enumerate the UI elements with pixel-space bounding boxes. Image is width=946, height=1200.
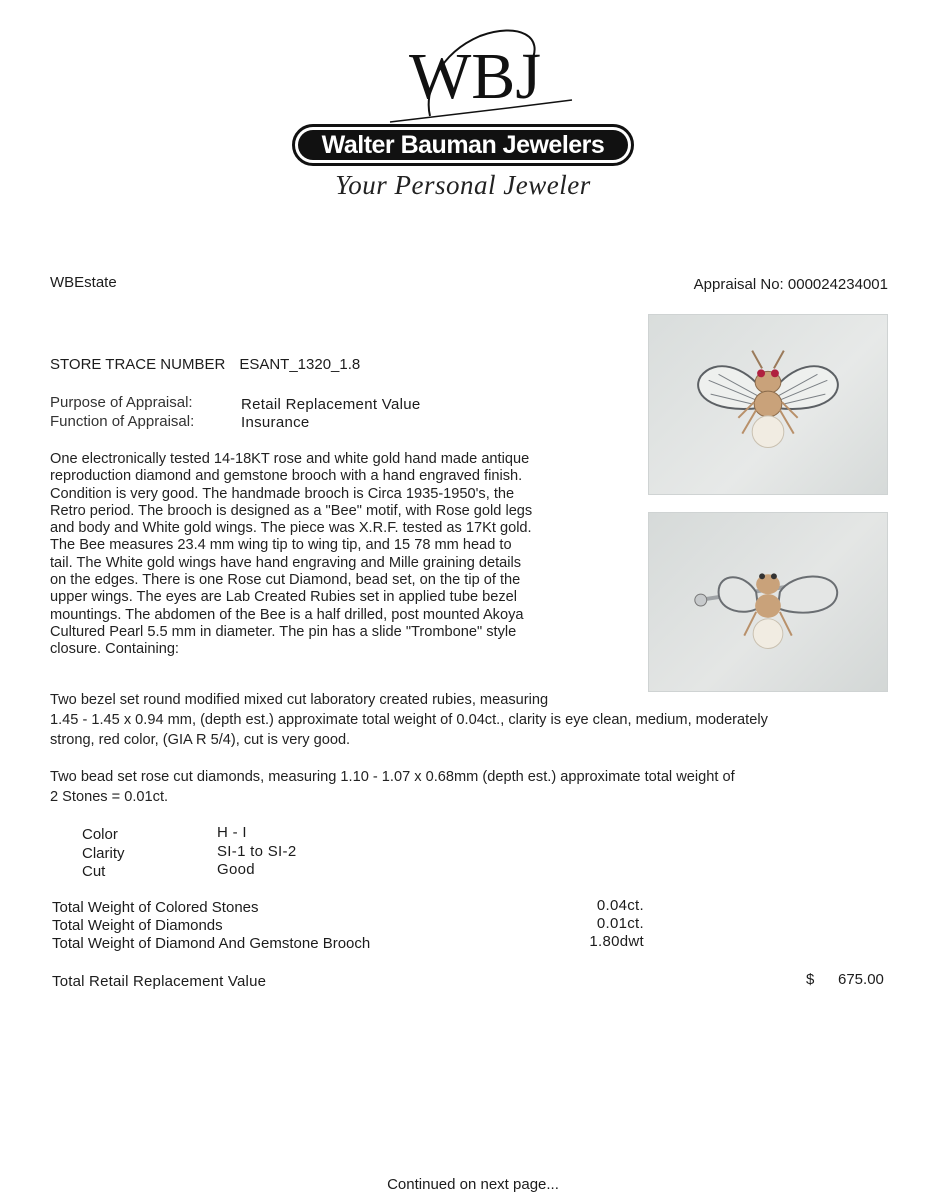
brooch-photo-back [648,512,888,692]
logo-name: Walter Bauman Jewelers [298,130,628,160]
total-retail-currency: $ [806,971,815,988]
continued-note: Continued on next page... [387,1176,559,1193]
grade-clarity-value: SI-1 to SI-2 [217,843,297,860]
logo-wordmark [292,124,634,166]
store-trace-label: STORE TRACE NUMBER [50,356,226,373]
rubies-paragraph [50,690,850,750]
logo-monogram [360,20,590,132]
rubies-line: strong, red color, (GIA R 5/4), cut is very good. [50,732,351,748]
purpose-value: Retail Replacement Value [241,396,421,413]
appraisal-number: Appraisal No: 000024234001 [693,276,888,293]
weight-diamonds-label: Total Weight of Diamonds [52,917,223,934]
description-line: One electronically tested 14-18KT rose and white gold hand made antique [50,451,530,467]
item-description [50,451,598,659]
total-retail-label: Total Retail Replacement Value [52,973,267,990]
weight-brooch-label: Total Weight of Diamond And Gemstone Brooch [52,935,371,952]
grade-cut-label: Cut [82,863,106,880]
description-line: Retro period. The brooch is designed as a "Bee" motif, with Rose gold legs [50,502,533,519]
total-retail-amount: 675.00 [838,971,884,988]
logo-monogram-text: WBJ [409,40,541,113]
bee-brooch-back-illustration [695,573,837,648]
weight-colored-stones-label: Total Weight of Colored Stones [52,899,259,916]
grade-color-value: H - I [217,824,247,841]
weight-brooch-value: 1.80dwt [589,933,644,950]
description-line: Condition is very good. The handmade brooch is Circa 1935-1950's, the [50,485,515,502]
diamonds-line: 2 Stones = 0.01ct. [50,789,169,805]
store-name: WBEstate [50,274,117,291]
description-line: on the edges. There is one Rose cut Diamond, bead set, on the tip of the [50,572,521,589]
diamonds-paragraph [50,767,850,807]
description-line: The Bee measures 23.4 mm wing tip to wing tip, and 15 78 mm head to [50,537,512,554]
description-line: Cultured Pearl 5.5 mm in diameter. The pin has a slide "Trombone" style [50,623,517,640]
description-line: mountings. The abdomen of the Bee is a half drilled, post mounted Akoya [50,606,524,623]
grade-clarity-label: Clarity [82,845,125,862]
purpose-label: Purpose of Appraisal: [50,394,193,411]
rubies-line: 1.45 - 1.45 x 0.94 mm, (depth est.) approximate total weight of 0.04ct., clarity is eye clean, medium, moderately [50,712,768,728]
description-line: upper wings. The eyes are Lab Created Rubies set in applied tube bezel [50,589,518,606]
grade-cut-value: Good [217,861,255,878]
rubies-line: Two bezel set round modified mixed cut laboratory created rubies, measuring [50,692,549,708]
store-trace-value: ESANT_1320_1.8 [239,356,361,373]
brooch-photo-front [648,314,888,495]
function-label: Function of Appraisal: [50,413,195,430]
bee-brooch-front-illustration [698,351,838,448]
store-trace-row [50,356,360,373]
description-line: and body and White gold wings. The piece was X.R.F. tested as 17Kt gold. [50,520,532,537]
logo-tagline: Your Personal Jeweler [335,170,591,200]
diamonds-line: Two bead set rose cut diamonds, measuring 1.10 - 1.07 x 0.68mm (depth est.) approximate total weight of [50,769,735,785]
weight-colored-stones-value: 0.04ct. [596,897,644,914]
description-line: closure. Containing: [50,641,179,658]
function-value: Insurance [241,414,310,431]
grade-color-label: Color [82,826,118,843]
description-line: tail. The White gold wings have hand engraving and Mille graining details [50,554,522,571]
description-line: reproduction diamond and gemstone brooch with a hand engraved finish. [50,468,523,485]
weight-diamonds-value: 0.01ct. [596,915,644,932]
